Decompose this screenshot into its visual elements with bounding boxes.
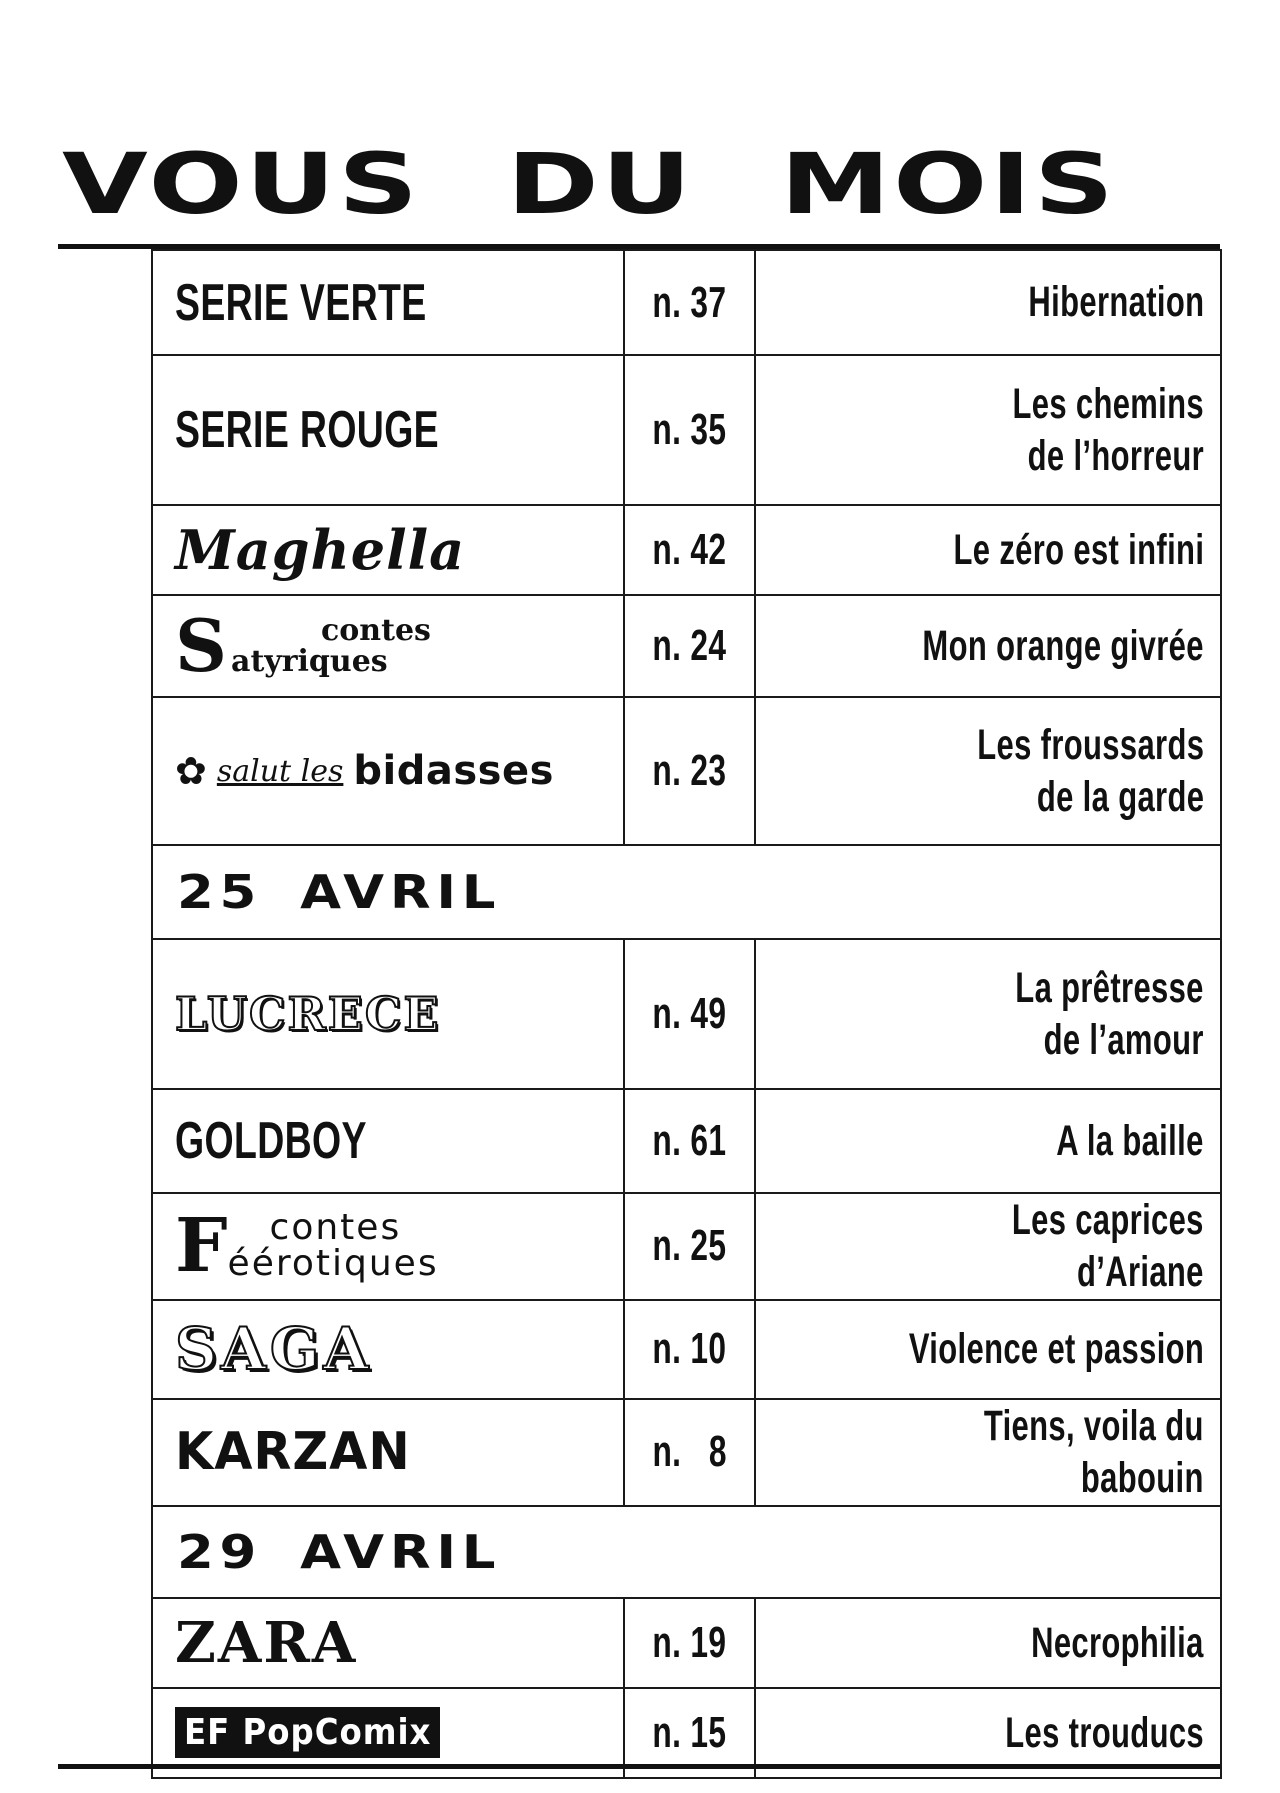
story-title: Les trouducs: [1005, 1708, 1204, 1757]
issue-number: n. 8: [652, 1427, 727, 1477]
logo-bold: bidasses: [353, 748, 554, 794]
issue-number-cell: [624, 939, 755, 1089]
story-title: Les froussards de la garde: [976, 720, 1204, 821]
series-title: SERIE VERTE: [175, 273, 427, 332]
story-title-cell: [755, 250, 1221, 355]
issue-number-cell: [624, 595, 755, 697]
table-row: [152, 939, 1221, 1089]
logo-initial: F: [175, 1203, 228, 1290]
series-title-cell: [152, 355, 624, 505]
story-title-cell: [755, 1193, 1221, 1300]
logo-initial: S: [175, 603, 227, 688]
ef-popcomix-logo: EF PopComix: [175, 1707, 440, 1758]
series-title-cell: [152, 250, 624, 355]
table-row: [152, 505, 1221, 595]
page-title: VOUS DU MOIS: [62, 135, 1117, 233]
story-title-cell: [755, 1598, 1221, 1688]
story-title: Mon orange givrée: [922, 621, 1204, 670]
saga-logo: SAGA: [175, 1315, 373, 1384]
table-row: [152, 697, 1221, 845]
issue-number-cell: [624, 697, 755, 845]
issue-number-cell: [624, 1089, 755, 1193]
release-date: 25 AVRIL: [177, 865, 502, 919]
story-title-cell: [755, 355, 1221, 505]
story-title: Les caprices d’Ariane: [1012, 1196, 1204, 1297]
logo-word-top: contes: [321, 612, 431, 648]
date-row: [152, 845, 1221, 939]
logo-word-top: contes: [269, 1207, 402, 1249]
issue-number-cell: [624, 355, 755, 505]
table-row: [152, 1300, 1221, 1399]
date-cell: [152, 845, 1221, 939]
logo-words: [227, 1207, 439, 1285]
story-title-cell: [755, 595, 1221, 697]
story-title: Necrophilia: [1031, 1618, 1204, 1667]
issue-number: n. 49: [652, 989, 727, 1038]
issue-number-cell: [624, 1300, 755, 1399]
issue-number: n. 61: [652, 1116, 727, 1165]
issue-number-cell: [624, 1598, 755, 1688]
issue-number: n. 42: [652, 525, 727, 574]
table-row: [152, 250, 1221, 355]
release-table: [151, 249, 1222, 1779]
logo-words: [231, 612, 431, 679]
story-title-cell: [755, 939, 1221, 1089]
story-title-cell: [755, 505, 1221, 595]
series-title-cell: [152, 595, 624, 697]
series-title: SERIE ROUGE: [175, 401, 440, 459]
issue-number: n. 25: [652, 1221, 727, 1271]
flower-icon: ✿: [175, 750, 207, 793]
story-title-cell: [755, 697, 1221, 845]
table-row: [152, 595, 1221, 697]
series-title-cell: [152, 1193, 624, 1300]
bottom-rule: [58, 1764, 1220, 1769]
series-title-cell: [152, 1399, 624, 1506]
series-title-cell: [152, 1089, 624, 1193]
lucrece-logo: LUCRECE: [175, 987, 441, 1041]
story-title: La prêtresse de l’amour: [1015, 963, 1204, 1064]
story-title: Hibernation: [1028, 278, 1204, 327]
issue-number: n. 19: [652, 1617, 727, 1667]
story-title-cell: [755, 1089, 1221, 1193]
maghella-logo: Maghella: [175, 518, 466, 582]
salut-les-bidasses-logo: [175, 748, 554, 794]
series-title-cell: [152, 939, 624, 1089]
issue-number: n. 35: [652, 405, 727, 454]
issue-number: n. 23: [652, 746, 727, 795]
table-row: [152, 1399, 1221, 1506]
zara-logo: ZARA: [175, 1609, 358, 1676]
series-title-cell: [152, 1598, 624, 1688]
series-title-cell: [152, 505, 624, 595]
table-row: [152, 1193, 1221, 1300]
date-row: [152, 1506, 1221, 1598]
story-title: Les chemins de l’horreur: [1012, 379, 1204, 480]
issue-number: n. 15: [652, 1707, 727, 1757]
series-title: GOLDBOY: [175, 1112, 367, 1170]
logo-script: salut les: [216, 753, 344, 789]
karzan-logo: KARZAN: [175, 1422, 411, 1483]
issue-number-cell: [624, 250, 755, 355]
issue-number: n. 10: [652, 1324, 727, 1374]
issue-number-cell: [624, 1193, 755, 1300]
issue-number-cell: [624, 505, 755, 595]
story-title-cell: [755, 1300, 1221, 1399]
series-title-cell: [152, 697, 624, 845]
release-date: 29 AVRIL: [177, 1524, 502, 1579]
issue-number: n. 24: [652, 621, 727, 670]
story-title-cell: [755, 1399, 1221, 1506]
logo-word-bottom: atyriques: [231, 644, 388, 679]
story-title: A la baille: [1056, 1116, 1204, 1165]
series-title-cell: [152, 1300, 624, 1399]
logo-word-bottom: éérotiques: [227, 1243, 439, 1285]
date-cell: [152, 1506, 1221, 1598]
story-title: Tiens, voila du babouin: [984, 1401, 1204, 1503]
issue-number: n. 37: [652, 277, 727, 327]
story-title: Le zéro est infini: [953, 525, 1204, 574]
story-title: Violence et passion: [908, 1325, 1204, 1374]
contes-satyriques-logo: [175, 603, 431, 688]
table-row: [152, 1089, 1221, 1193]
contes-feerotiques-logo: [175, 1203, 439, 1290]
table-row: [152, 1598, 1221, 1688]
issue-number-cell: [624, 1399, 755, 1506]
table-row: [152, 355, 1221, 505]
